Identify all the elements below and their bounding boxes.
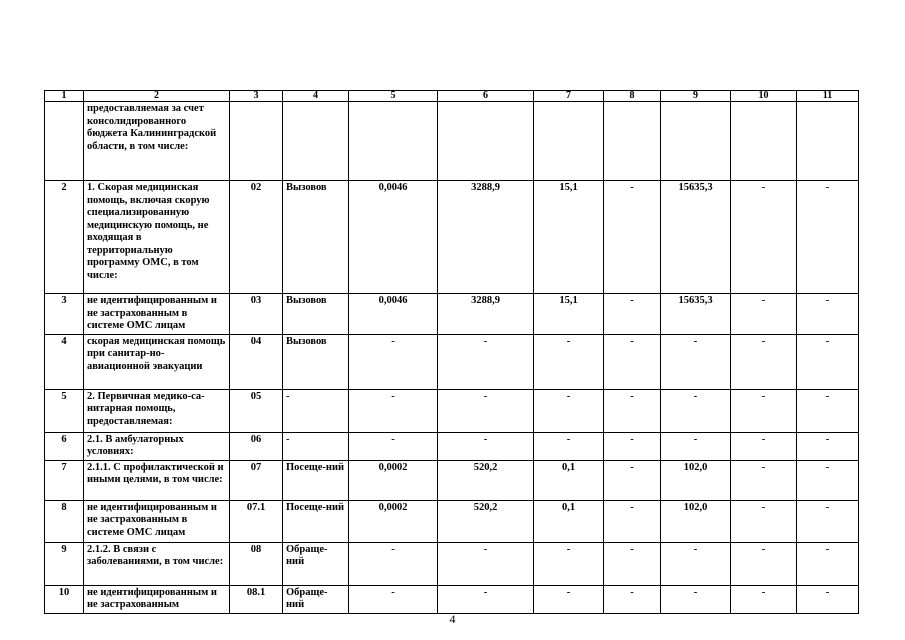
table-row (45, 500, 859, 542)
table-cell-col-10: - (731, 542, 797, 585)
table-cell-col-4 (283, 102, 349, 181)
table-cell-col-9: 15635,3 (661, 294, 731, 335)
table-cell-col-5: - (349, 585, 438, 613)
table-cell-col-5: 0,0002 (349, 500, 438, 542)
column-number: 4 (283, 91, 349, 102)
table-cell-col-8: - (604, 585, 661, 613)
table-cell-col-7: - (534, 585, 604, 613)
table-cell-col-2: не идентифицированным и не застрахованным (84, 585, 230, 613)
column-number: 6 (438, 91, 534, 102)
table-cell-col-8: - (604, 294, 661, 335)
data-table (44, 90, 859, 614)
table-cell-col-4: Вызовов (283, 334, 349, 389)
table-row (45, 542, 859, 585)
table-cell-col-2: не идентифицированным и не застрахованным в системе ОМС лицам (84, 500, 230, 542)
table-cell-col-1: 10 (45, 585, 84, 613)
table-cell-col-11: - (797, 432, 859, 460)
table-cell-col-8: - (604, 334, 661, 389)
column-number: 1 (45, 91, 84, 102)
table-cell-col-4: Вызовов (283, 294, 349, 335)
table-cell-col-6: 520,2 (438, 460, 534, 500)
table-cell-col-4: Посеще-ний (283, 460, 349, 500)
table-cell-col-10: - (731, 500, 797, 542)
table-cell-col-6: 3288,9 (438, 181, 534, 294)
table-cell-col-9: 15635,3 (661, 181, 731, 294)
column-number: 11 (797, 91, 859, 102)
table-row (45, 585, 859, 613)
table-cell-col-3: 07.1 (230, 500, 283, 542)
table-row (45, 294, 859, 335)
table-cell-col-4: - (283, 432, 349, 460)
table-cell-col-10: - (731, 294, 797, 335)
table-cell-col-10: - (731, 389, 797, 432)
table-cell-col-4: Вызовов (283, 181, 349, 294)
table-row (45, 102, 859, 181)
table-cell-col-10: - (731, 181, 797, 294)
table-cell-col-9: - (661, 585, 731, 613)
table-cell-col-3: 04 (230, 334, 283, 389)
column-number: 5 (349, 91, 438, 102)
table-cell-col-8: - (604, 500, 661, 542)
column-number: 9 (661, 91, 731, 102)
table-cell-col-8: - (604, 181, 661, 294)
table-cell-col-1: 9 (45, 542, 84, 585)
table-cell-col-9: - (661, 542, 731, 585)
column-number-row (45, 91, 859, 102)
table-cell-col-3: 08.1 (230, 585, 283, 613)
table-cell-col-1: 3 (45, 294, 84, 335)
table-cell-col-1: 5 (45, 389, 84, 432)
table-cell-col-4: Обраще-ний (283, 542, 349, 585)
table-cell-col-10: - (731, 460, 797, 500)
table-cell-col-7: 15,1 (534, 181, 604, 294)
table-cell-col-6: - (438, 389, 534, 432)
table-cell-col-3: 06 (230, 432, 283, 460)
table-cell-col-7: - (534, 334, 604, 389)
table-cell-col-6: - (438, 585, 534, 613)
table-cell-col-9: 102,0 (661, 500, 731, 542)
table-body (45, 102, 859, 614)
table-cell-col-2: скорая медицинская помощь при санитар-но-авиационной эвакуации (84, 334, 230, 389)
table-cell-col-6: - (438, 334, 534, 389)
table-cell-col-5: - (349, 542, 438, 585)
table-cell-col-11: - (797, 460, 859, 500)
table-cell-col-5: 0,0046 (349, 181, 438, 294)
table-row (45, 460, 859, 500)
table-cell-col-7: 0,1 (534, 500, 604, 542)
table-cell-col-3: 08 (230, 542, 283, 585)
table-cell-col-11: - (797, 334, 859, 389)
table-cell-col-10: - (731, 585, 797, 613)
table-cell-col-1: 2 (45, 181, 84, 294)
table-cell-col-10 (731, 102, 797, 181)
column-number: 7 (534, 91, 604, 102)
table-cell-col-7: 15,1 (534, 294, 604, 335)
table-cell-col-11: - (797, 585, 859, 613)
table-cell-col-9: - (661, 389, 731, 432)
table-cell-col-8 (604, 102, 661, 181)
page-number: 4 (449, 612, 456, 626)
table-cell-col-8: - (604, 542, 661, 585)
table-cell-col-3: 03 (230, 294, 283, 335)
table-cell-col-10: - (731, 334, 797, 389)
table-cell-col-11: - (797, 181, 859, 294)
table-cell-col-5: - (349, 334, 438, 389)
table-cell-col-9 (661, 102, 731, 181)
table-cell-col-10: - (731, 432, 797, 460)
table-row (45, 432, 859, 460)
table-cell-col-2: предоставляемая за счет консолидированного бюджета Калининградской области, в том числе: (84, 102, 230, 181)
table-cell-col-8: - (604, 432, 661, 460)
table-cell-col-6: - (438, 432, 534, 460)
table-cell-col-5: - (349, 389, 438, 432)
table-cell-col-1: 6 (45, 432, 84, 460)
table-cell-col-6: 3288,9 (438, 294, 534, 335)
table-cell-col-1: 7 (45, 460, 84, 500)
table-cell-col-9: 102,0 (661, 460, 731, 500)
table-cell-col-11: - (797, 294, 859, 335)
table-cell-col-3: 05 (230, 389, 283, 432)
table-cell-col-5: - (349, 432, 438, 460)
table-cell-col-2: 2.1.1. С профилактической и иными целями, в том числе: (84, 460, 230, 500)
table-cell-col-6: - (438, 542, 534, 585)
table-row (45, 389, 859, 432)
table-cell-col-5: 0,0046 (349, 294, 438, 335)
table-cell-col-5: 0,0002 (349, 460, 438, 500)
table-cell-col-4: Обраще-ний (283, 585, 349, 613)
table-cell-col-1 (45, 102, 84, 181)
table-cell-col-7: - (534, 389, 604, 432)
table-cell-col-2: не идентифицированным и не застрахованным в системе ОМС лицам (84, 294, 230, 335)
table-cell-col-1: 4 (45, 334, 84, 389)
table-cell-col-11: - (797, 500, 859, 542)
table-cell-col-7: - (534, 542, 604, 585)
table-cell-col-5 (349, 102, 438, 181)
table-cell-col-8: - (604, 389, 661, 432)
table-cell-col-8: - (604, 460, 661, 500)
table-cell-col-9: - (661, 334, 731, 389)
table-cell-col-4: Посеще-ний (283, 500, 349, 542)
table-cell-col-3: 07 (230, 460, 283, 500)
table-cell-col-6 (438, 102, 534, 181)
table-cell-col-3: 02 (230, 181, 283, 294)
column-number: 10 (731, 91, 797, 102)
table-cell-col-2: 1. Скорая медицинская помощь, включая скорую специализированную медицинскую помощь, не входящая в территориальную программу ОМС, в том числе: (84, 181, 230, 294)
table-cell-col-11: - (797, 542, 859, 585)
table-cell-col-9: - (661, 432, 731, 460)
table-cell-col-3 (230, 102, 283, 181)
table-cell-col-4: - (283, 389, 349, 432)
column-number: 3 (230, 91, 283, 102)
table-cell-col-11: - (797, 389, 859, 432)
table-cell-col-2: 2. Первичная медико-са-нитарная помощь, предоставляемая: (84, 389, 230, 432)
table-cell-col-1: 8 (45, 500, 84, 542)
table-cell-col-2: 2.1.2. В связи с заболеваниями, в том числе: (84, 542, 230, 585)
column-number: 2 (84, 91, 230, 102)
table-row (45, 334, 859, 389)
table-cell-col-11 (797, 102, 859, 181)
table-cell-col-7 (534, 102, 604, 181)
table-cell-col-7: 0,1 (534, 460, 604, 500)
table-row (45, 181, 859, 294)
table-cell-col-7: - (534, 432, 604, 460)
column-number: 8 (604, 91, 661, 102)
table-cell-col-6: 520,2 (438, 500, 534, 542)
table-cell-col-2: 2.1. В амбулаторных условиях: (84, 432, 230, 460)
